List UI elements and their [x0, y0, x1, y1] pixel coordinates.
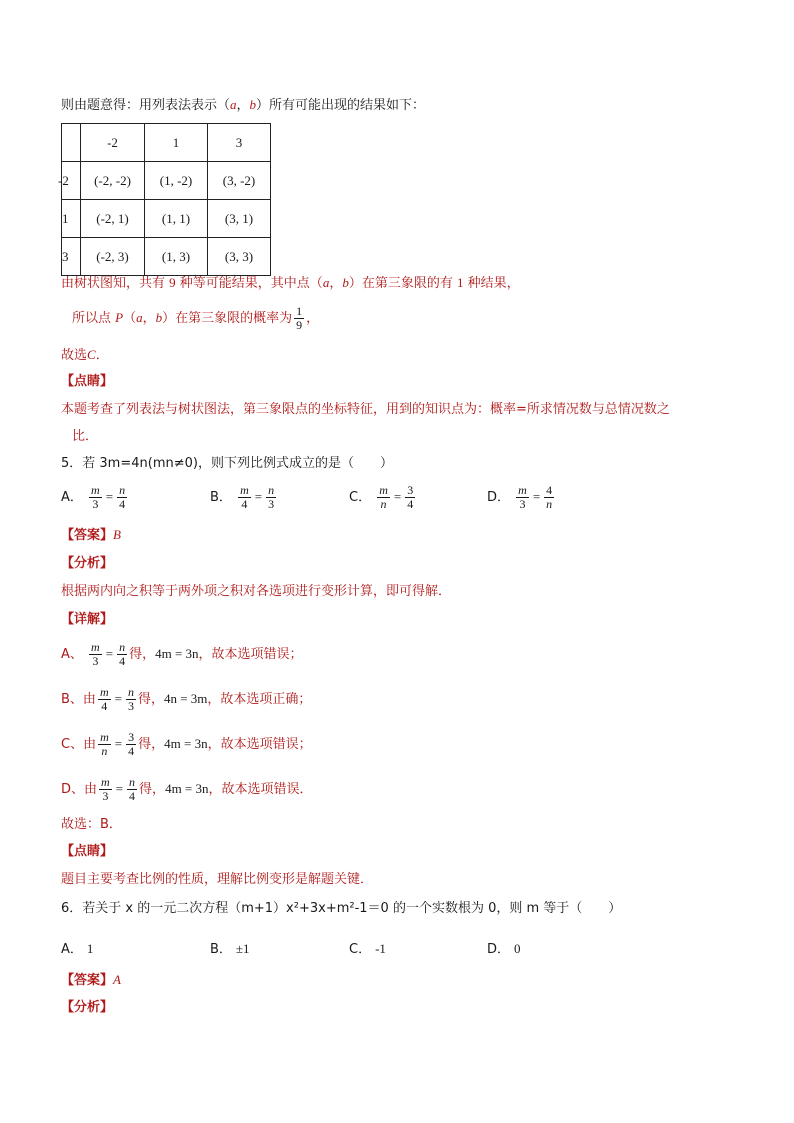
option-label: B． [210, 490, 232, 505]
equals-sign: = [254, 489, 263, 504]
fraction-denominator: 3 [92, 654, 99, 668]
table-row [62, 162, 271, 200]
q5-dianjing-label: 【点睛】 [61, 844, 114, 859]
fraction-numerator: m [518, 483, 527, 497]
tree-text: ）在第三象限的有 [348, 276, 453, 291]
fraction-numerator: 3 [407, 483, 414, 497]
q5-analysis-text: 根据两内向之积等于两外项之积对各选项进行变形计算，即可得解． [61, 584, 452, 599]
detail-pre: 由 [82, 692, 96, 707]
fraction-denominator: 4 [101, 699, 108, 713]
q6-option-a [61, 938, 93, 957]
detail-line-b [61, 684, 311, 715]
fraction [117, 484, 127, 511]
choose-text: 故选 [61, 348, 88, 363]
fraction [238, 484, 251, 511]
equals-sign: = [393, 489, 402, 504]
detail-post: 得， [138, 737, 165, 752]
choose-letter: C [87, 347, 96, 362]
q5-option-c [349, 484, 417, 511]
fraction [98, 731, 111, 758]
prob-line [72, 303, 319, 334]
equals-sign: = [115, 781, 124, 796]
fraction-denominator: 4 [119, 497, 126, 511]
fraction-denominator: 4 [129, 789, 136, 803]
fraction-denominator: 3 [268, 497, 275, 511]
fraction-denominator: 3 [519, 497, 526, 511]
option-value: 1 [86, 941, 94, 956]
fraction [127, 776, 137, 803]
option-label: C． [349, 942, 372, 957]
answer-value: A [113, 972, 121, 987]
detail-equation: 4m = 3n [165, 781, 209, 796]
detail-post: 得， [137, 692, 164, 707]
fraction-numerator: n [127, 685, 134, 699]
row-label [58, 162, 81, 200]
tree-k: 1 [456, 275, 464, 290]
choose-end: ． [95, 348, 109, 363]
equals-sign: = [105, 646, 114, 661]
fraction-numerator: m [101, 775, 110, 789]
table-cell: (-2, 1) [81, 200, 145, 238]
table-cell: (1, -2) [145, 162, 208, 200]
fraction-denominator: 3 [102, 789, 109, 803]
tree-sep: ， [329, 276, 343, 291]
option-label: C． [349, 490, 372, 505]
choose-c-line [61, 346, 109, 365]
answer-label: 【答案】 [61, 528, 114, 543]
detail-end: ，故本选项错误； [198, 647, 303, 662]
q6-option-d [487, 938, 521, 957]
fraction-numerator: m [100, 730, 109, 744]
q6-analysis-label: 【分析】 [61, 1000, 114, 1015]
equals-sign: = [114, 691, 122, 706]
fraction-denominator: 4 [119, 654, 126, 668]
option-label: D． [487, 942, 511, 957]
fraction-numerator: 4 [546, 483, 553, 497]
detail-line-c [61, 729, 312, 760]
note-line-1: 本题考查了列表法与树状图法，第三象限点的坐标特征，用到的知识点为：概率=所求情况数与总情况数之 [61, 402, 670, 417]
q6-option-b [210, 938, 250, 957]
fraction [377, 484, 390, 511]
q6-option-c [349, 938, 386, 957]
q5-option-b [210, 484, 278, 511]
fraction-numerator: n [129, 775, 136, 789]
row-label-text: -2 [58, 172, 69, 188]
detail-end: ，故本选项错误； [207, 737, 312, 752]
table-cell: (3, -2) [208, 162, 271, 200]
fraction-numerator: m [91, 483, 100, 497]
fraction-denominator: 4 [241, 497, 248, 511]
var-b: b [342, 275, 349, 290]
detail-line-d [61, 774, 313, 805]
fraction-denominator: 3 [127, 699, 134, 713]
tree-text: 种等可能结果，其中点（ [179, 276, 323, 291]
intro-line [61, 96, 425, 115]
option-label: A． [61, 490, 83, 505]
option-label: D． [487, 490, 511, 505]
fraction-numerator: m [379, 483, 388, 497]
answer-label: 【答案】 [61, 973, 114, 988]
detail-letter: B、 [61, 692, 83, 707]
answer-value: B [113, 527, 121, 542]
table-header-cell: 3 [208, 124, 271, 162]
fraction-denominator: n [546, 497, 553, 511]
fraction [99, 776, 112, 803]
outcome-table [58, 123, 271, 276]
row-label [62, 200, 81, 238]
q5-dianjing-text: 题目主要考查比例的性质，理解比例变形是解题关键． [61, 872, 374, 887]
table-row [62, 200, 271, 238]
detail-equation: 4m = 3n [155, 646, 199, 661]
detail-letter: D、 [61, 782, 85, 797]
fraction-numerator: m [240, 483, 249, 497]
fraction-numerator: 1 [296, 304, 303, 318]
fraction-numerator: n [268, 483, 275, 497]
table-cell: (-2, -2) [81, 162, 145, 200]
fraction-numerator: m [99, 685, 109, 699]
detail-end: ，故本选项错误． [208, 782, 313, 797]
q5-analysis-label: 【分析】 [61, 556, 114, 571]
prob-text: 所以点 [72, 311, 112, 326]
var-p: P [115, 310, 124, 325]
row-label-text: 3 [62, 248, 69, 264]
fraction-denominator: n [101, 744, 108, 758]
dianjing-label: 【点睛】 [61, 374, 114, 389]
table-cell: (1, 3) [145, 238, 208, 276]
fraction-denominator: 4 [407, 497, 414, 511]
fraction [117, 641, 127, 668]
equals-sign: = [105, 489, 114, 504]
fraction-numerator: n [119, 640, 126, 654]
q5-stem: 5．若 3m=4n(mn≠0)，则下列比例式成立的是（ ） [61, 456, 393, 471]
q6-stem: 6．若关于 x 的一元二次方程（m+1）x²+3x+m²-1＝0 的一个实数根为 0，则 m 等于（ ） [61, 901, 622, 916]
tree-count: 9 [169, 275, 176, 290]
table-cell: (3, 3) [208, 238, 271, 276]
fraction [405, 484, 415, 511]
intro-prefix: 则由题意得：用列表法表示（ [61, 98, 231, 113]
var-a: a [136, 310, 143, 325]
intro-suffix: ）所有可能出现的结果如下： [256, 98, 426, 113]
row-label [62, 238, 81, 276]
fraction-numerator: m [91, 640, 100, 654]
var-a: a [322, 275, 330, 290]
detail-post: 得， [129, 647, 156, 662]
detail-letter: C、 [61, 737, 84, 752]
var-b: b [249, 97, 257, 112]
detail-end: ，故本选项正确； [207, 692, 312, 707]
option-value: ±1 [235, 941, 250, 956]
option-value: 0 [514, 941, 521, 956]
fraction [266, 484, 276, 511]
tree-text: 由树状图知，共有 [61, 276, 166, 291]
prob-end: ， [306, 311, 320, 326]
detail-pre: 由 [84, 782, 98, 797]
q5-option-d [487, 484, 556, 511]
note-line-2: 比． [72, 429, 99, 444]
fraction [516, 484, 529, 511]
detail-equation: 4m = 3n [164, 736, 208, 751]
prob-sep: ， [142, 311, 156, 326]
table-header-cell: 1 [145, 124, 208, 162]
var-b: b [155, 310, 163, 325]
prob-text: （ [123, 311, 137, 326]
table-cell: (1, 1) [145, 200, 208, 238]
table-corner [62, 124, 81, 162]
fraction-numerator: n [119, 483, 126, 497]
detail-pre: 由 [83, 737, 97, 752]
fraction-denominator: 3 [92, 497, 99, 511]
table-cell: (3, 1) [208, 200, 271, 238]
option-value: -1 [375, 941, 386, 956]
equals-sign: = [532, 489, 541, 504]
prob-fraction [294, 305, 304, 332]
q5-option-a [61, 484, 129, 511]
fraction-denominator: n [380, 497, 387, 511]
fraction-denominator: 9 [296, 318, 303, 332]
detail-line-a [61, 639, 303, 670]
fraction-numerator: 3 [128, 730, 135, 744]
fraction [126, 731, 136, 758]
table-cell: (-2, 3) [81, 238, 145, 276]
tree-text: 种结果， [467, 276, 520, 291]
option-label: B． [210, 942, 232, 957]
row-label-text: 1 [62, 210, 69, 226]
prob-text: ）在第三象限的概率为 [162, 311, 293, 326]
detail-letter: A、 [61, 647, 83, 662]
table-row [62, 238, 271, 276]
tree-line [61, 274, 520, 293]
option-label: A． [61, 942, 83, 957]
detail-equation: 4n = 3m [163, 691, 208, 706]
fraction [98, 686, 111, 713]
fraction [89, 484, 102, 511]
table-header-cell: -2 [81, 124, 145, 162]
var-a: a [230, 97, 237, 112]
fraction-denominator: 4 [128, 744, 135, 758]
detail-post: 得， [139, 782, 166, 797]
intro-sep: ， [236, 98, 250, 113]
q5-detail-label: 【详解】 [61, 612, 114, 627]
fraction [544, 484, 554, 511]
fraction [89, 641, 102, 668]
fraction [126, 686, 136, 713]
table-header-row [62, 124, 271, 162]
q6-answer-line [61, 971, 121, 990]
q5-answer-line [61, 526, 121, 545]
q5-choose: 故选：B． [61, 817, 122, 832]
equals-sign: = [114, 736, 123, 751]
